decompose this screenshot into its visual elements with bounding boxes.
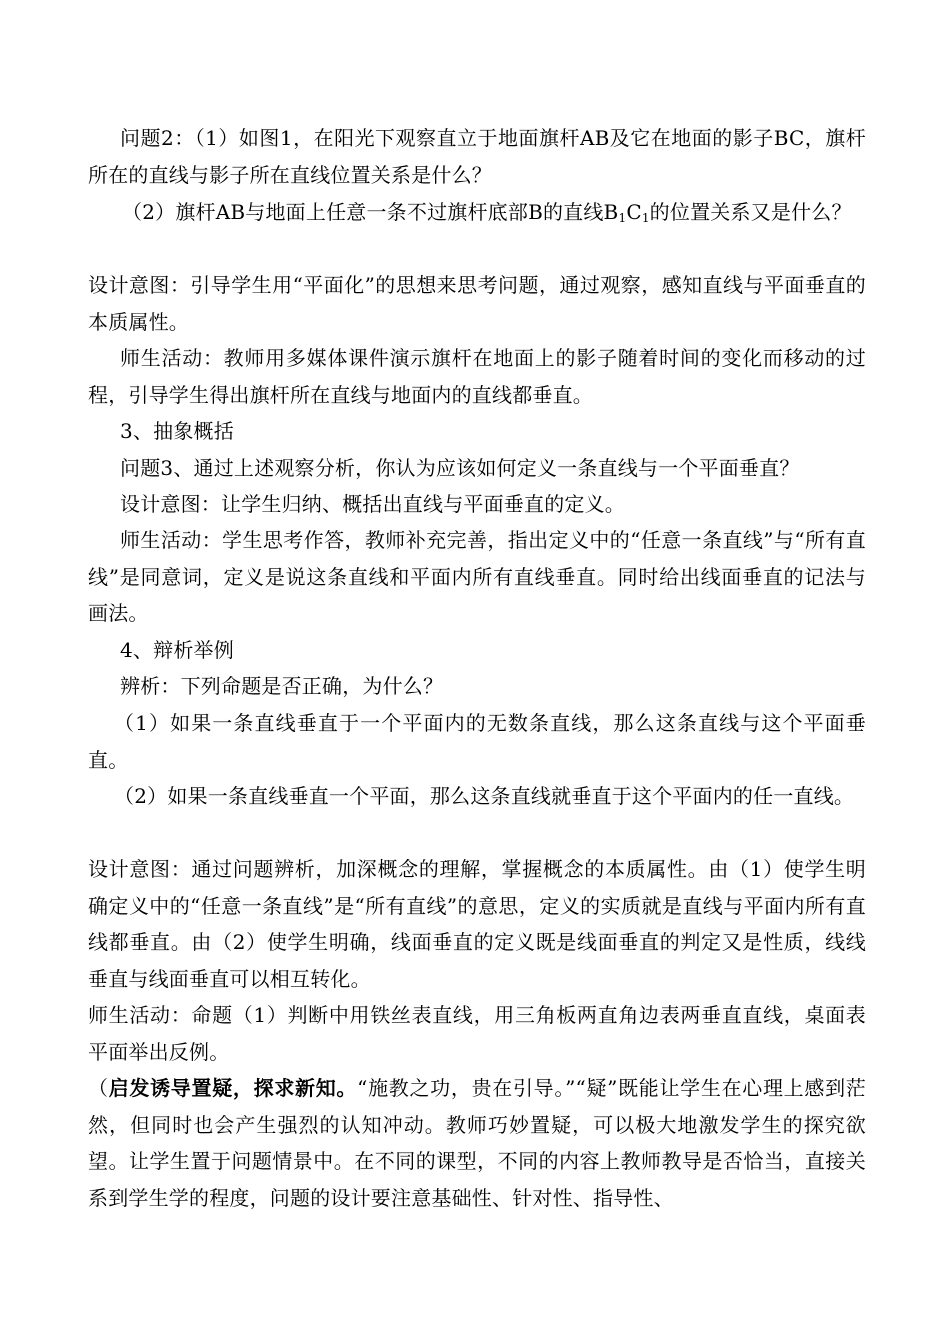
teaching-note-bold-heading: 启发诱导置疑，探求新知。 bbox=[108, 1076, 358, 1100]
teaching-note bbox=[88, 1070, 866, 1216]
teaching-note-open-paren: （ bbox=[88, 1076, 109, 1100]
teacher-student-activity-3: 师生活动：命题（1）判断中用铁丝表直线，用三角板两直角边表两垂直直线，桌面表平面举出反例。 bbox=[88, 1003, 866, 1064]
section-heading-4: 4、辩析举例 bbox=[120, 638, 234, 662]
proposition-2: （2）如果一条直线垂直一个平面，那么这条直线就垂直于这个平面内的任一直线。 bbox=[114, 784, 855, 808]
proposition-1: （1）如果一条直线垂直于一个平面内的无数条直线，那么这条直线与这个平面垂直。 bbox=[88, 711, 866, 772]
design-intent-2: 设计意图：让学生归纳、概括出直线与平面垂直的定义。 bbox=[120, 492, 625, 516]
question-3: 问题3、通过上述观察分析，你认为应该如何定义一条直线与一个平面垂直？ bbox=[120, 456, 800, 480]
subscript-1: 1 bbox=[618, 211, 627, 225]
design-intent-1: 设计意图：引导学生用“平面化”的思想来思考问题，通过观察，感知直线与平面垂直的本质属性。 bbox=[88, 273, 866, 334]
section-heading-3: 3、抽象概括 bbox=[120, 419, 234, 443]
design-intent-3: 设计意图：通过问题辨析，加深概念的理解，掌握概念的本质属性。由（1）使学生明确定义中的“任意一条直线”是“所有直线”的意思，定义的实质就是直线与平面内所有直线都垂直。由（2）使学生明确，线面垂直的定义既是线面垂直的判定又是性质，线线垂直与线面垂直可以相互转化。 bbox=[88, 857, 866, 991]
question-2-part-2 bbox=[88, 194, 866, 231]
question-2-part-2-text-a: （2）旗杆AB与地面上任意一条不过旗杆底部B的直线B bbox=[122, 200, 619, 224]
question-2-part-2-text-c: 的位置关系又是什么？ bbox=[649, 200, 852, 224]
teaching-note-body: “施教之功，贵在引导。”“疑”既能让学生在心理上感到茫然，但同时也会产生强烈的认知冲动。教师巧妙置疑，可以极大地激发学生的探究欲望。让学生置于问题情景中。在不同的课型，不同的内容上教师教导是否恰当，直接关系到学生学的程度，问题的设计要注意基础性、针对性、指导性、 bbox=[88, 1076, 866, 1210]
question-2-part-2-text-b: C bbox=[626, 200, 642, 224]
teacher-student-activity-1: 师生活动：教师用多媒体课件演示旗杆在地面上的影子随着时间的变化而移动的过程，引导学生得出旗杆所在直线与地面内的直线都垂直。 bbox=[88, 346, 866, 407]
subscript-2: 1 bbox=[641, 211, 650, 225]
question-2-part-1: 问题2：（1）如图1，在阳光下观察直立于地面旗杆AB及它在地面的影子BC，旗杆所在的直线与影子所在直线位置关系是什么？ bbox=[88, 126, 866, 187]
teacher-student-activity-2: 师生活动：学生思考作答，教师补充完善，指出定义中的“任意一条直线”与“所有直线”是同意词，定义是说这条直线和平面内所有直线垂直。同时给出线面垂直的记法与画法。 bbox=[88, 528, 866, 625]
analysis-prompt: 辨析：下列命题是否正确，为什么？ bbox=[120, 674, 444, 698]
